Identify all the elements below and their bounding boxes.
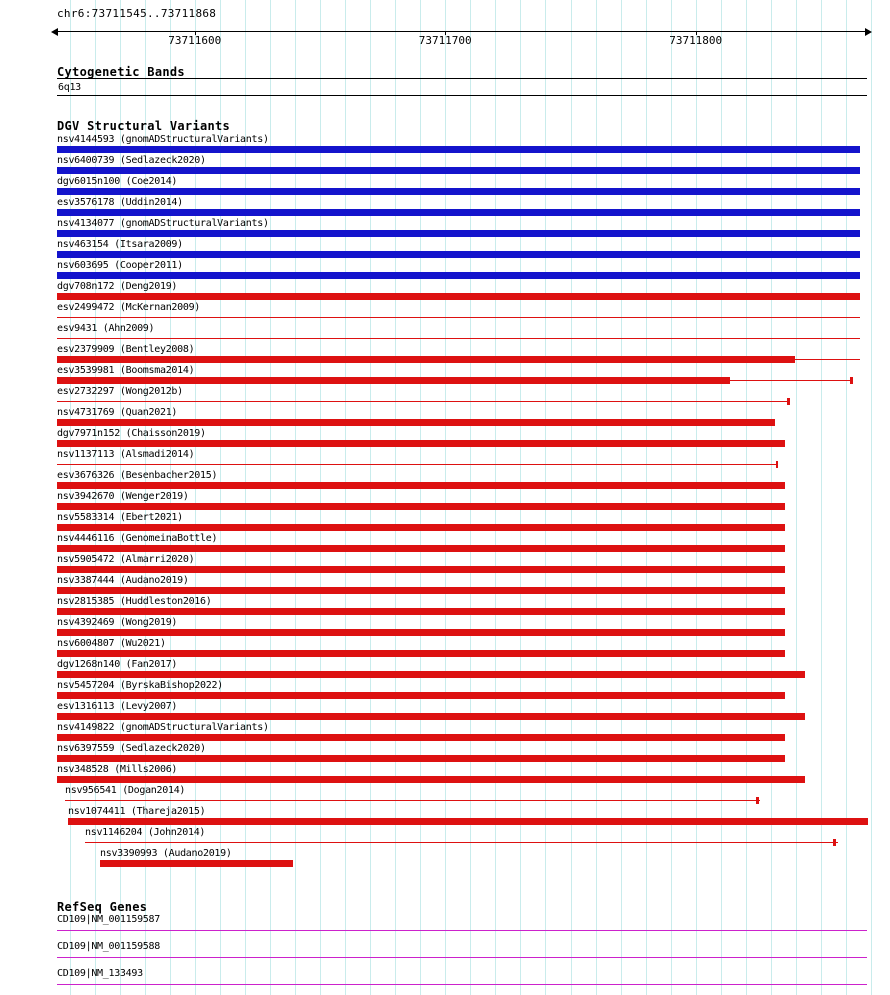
gene-line[interactable] <box>57 984 867 985</box>
gene-line[interactable] <box>57 957 867 958</box>
variant-row[interactable] <box>57 638 890 659</box>
cytoband-label: 6q13 <box>58 82 81 93</box>
variant-thin-bar[interactable] <box>85 842 838 843</box>
variant-label[interactable]: nsv348528 (Mills2006) <box>57 764 178 775</box>
variant-label[interactable]: nsv4731769 (Quan2021) <box>57 407 178 418</box>
variant-thick-bar[interactable] <box>57 776 805 783</box>
ruler-tick-label: 73711800 <box>669 34 723 47</box>
variant-row[interactable] <box>57 722 890 743</box>
variant-thick-bar[interactable] <box>57 587 785 594</box>
variant-row[interactable] <box>57 617 890 638</box>
variant-row[interactable] <box>57 197 890 218</box>
variant-thick-bar[interactable] <box>100 860 293 867</box>
variant-thick-bar[interactable] <box>57 272 860 279</box>
variant-label[interactable]: nsv6004807 (Wu2021) <box>57 638 166 649</box>
variant-row[interactable] <box>57 176 890 197</box>
variant-thick-bar[interactable] <box>57 629 785 636</box>
variant-thick-bar[interactable] <box>57 566 785 573</box>
variant-thin-bar[interactable] <box>795 359 860 360</box>
variant-tick-marker[interactable] <box>787 398 790 405</box>
variant-thick-bar[interactable] <box>57 419 775 426</box>
variant-thin-bar[interactable] <box>57 464 778 465</box>
variant-tick-marker[interactable] <box>850 377 853 384</box>
variant-row[interactable] <box>57 218 890 239</box>
variant-label[interactable]: nsv4392469 (Wong2019) <box>57 617 178 628</box>
variant-label[interactable]: dgv708n172 (Deng2019) <box>57 281 178 292</box>
variant-thick-bar[interactable] <box>57 671 805 678</box>
variant-thick-bar[interactable] <box>68 818 868 825</box>
variant-thick-bar[interactable] <box>57 524 785 531</box>
variant-thick-bar[interactable] <box>57 188 860 195</box>
variant-thick-bar[interactable] <box>57 545 785 552</box>
variant-thick-bar[interactable] <box>57 713 805 720</box>
variant-row[interactable] <box>57 134 890 155</box>
variant-thick-bar[interactable] <box>57 146 860 153</box>
variant-label[interactable]: nsv1137113 (Alsmadi2014) <box>57 449 195 460</box>
variant-thick-bar[interactable] <box>57 251 860 258</box>
variant-row[interactable] <box>57 533 890 554</box>
variant-thick-bar[interactable] <box>57 755 785 762</box>
variant-thick-bar[interactable] <box>57 209 860 216</box>
variant-thin-bar[interactable] <box>57 401 790 402</box>
dgv-heading: DGV Structural Variants <box>57 119 231 133</box>
variant-thick-bar[interactable] <box>57 503 785 510</box>
variant-label[interactable]: dgv6015n100 (Coe2014) <box>57 176 178 187</box>
variant-label[interactable]: esv2379909 (Bentley2008) <box>57 344 195 355</box>
refseq-heading: RefSeq Genes <box>57 900 148 914</box>
variant-row[interactable] <box>57 659 890 680</box>
variant-label[interactable]: nsv3942670 (Wenger2019) <box>57 491 189 502</box>
gene-row[interactable] <box>57 914 890 941</box>
variant-row[interactable] <box>57 260 890 281</box>
variant-thick-bar[interactable] <box>57 377 730 384</box>
ruler-tick-label: 73711600 <box>168 34 222 47</box>
variant-row[interactable] <box>57 764 890 785</box>
variant-thin-bar[interactable] <box>65 800 760 801</box>
variant-label[interactable]: esv2732297 (Wong2012b) <box>57 386 183 397</box>
variant-label[interactable]: nsv1146204 (John2014) <box>85 827 206 838</box>
variant-label[interactable]: nsv3387444 (Audano2019) <box>57 575 189 586</box>
variant-thin-bar[interactable] <box>730 380 853 381</box>
variant-thin-bar[interactable] <box>57 338 860 339</box>
variant-label[interactable]: nsv6400739 (Sedlazeck2020) <box>57 155 206 166</box>
variant-label[interactable]: nsv4446116 (GenomeinaBottle) <box>57 533 218 544</box>
variant-row[interactable] <box>57 386 890 407</box>
variant-row[interactable] <box>57 407 890 428</box>
variant-thick-bar[interactable] <box>57 692 785 699</box>
variant-label[interactable]: esv3576178 (Uddin2014) <box>57 197 183 208</box>
variant-label[interactable]: nsv5457204 (ByrskaBishop2022) <box>57 680 223 691</box>
variant-label[interactable]: nsv5905472 (Almarri2020) <box>57 554 195 565</box>
variant-label[interactable]: dgv1268n140 (Fan2017) <box>57 659 178 670</box>
variant-tick-marker[interactable] <box>833 839 836 846</box>
variant-thick-bar[interactable] <box>57 167 860 174</box>
variant-label[interactable]: esv2499472 (McKernan2009) <box>57 302 201 313</box>
variant-label[interactable]: nsv4144593 (gnomADStructuralVariants) <box>57 134 269 145</box>
cytoband-band[interactable] <box>57 78 867 96</box>
variant-row[interactable] <box>57 575 890 596</box>
variant-thick-bar[interactable] <box>57 293 860 300</box>
variant-tick-marker[interactable] <box>756 797 759 804</box>
variant-row[interactable] <box>57 743 890 764</box>
variant-row[interactable] <box>57 281 890 302</box>
variant-row[interactable] <box>57 239 890 260</box>
variant-row[interactable] <box>57 848 890 869</box>
variant-tick-marker[interactable] <box>776 461 778 468</box>
variant-row[interactable] <box>57 596 890 617</box>
region-label: chr6:73711545..73711868 <box>57 7 217 20</box>
variant-row[interactable] <box>57 470 890 491</box>
ruler-line <box>57 31 866 32</box>
gene-line[interactable] <box>57 930 867 931</box>
variant-label[interactable]: nsv463154 (Itsara2009) <box>57 239 183 250</box>
variant-row[interactable] <box>57 680 890 701</box>
gene-row[interactable] <box>57 968 890 995</box>
variant-label[interactable]: nsv5583314 (Ebert2021) <box>57 512 183 523</box>
variant-label[interactable]: dgv7971n152 (Chaisson2019) <box>57 428 206 439</box>
gene-label[interactable]: CD109|NM_001159587 <box>57 914 160 925</box>
variant-label[interactable]: nsv603695 (Cooper2011) <box>57 260 183 271</box>
variant-row[interactable] <box>57 785 890 806</box>
variant-row[interactable] <box>57 512 890 533</box>
variant-label[interactable]: nsv4149822 (gnomADStructuralVariants) <box>57 722 269 733</box>
variant-thick-bar[interactable] <box>57 356 795 363</box>
variant-row[interactable] <box>57 449 890 470</box>
variant-thick-bar[interactable] <box>57 482 785 489</box>
ruler-left-arrow-icon <box>51 28 58 36</box>
variant-thick-bar[interactable] <box>57 440 785 447</box>
variant-label[interactable]: nsv2815385 (Huddleston2016) <box>57 596 212 607</box>
variant-label[interactable]: nsv4134077 (gnomADStructuralVariants) <box>57 218 269 229</box>
variant-label[interactable]: nsv1074411 (Thareja2015) <box>68 806 206 817</box>
dgv-track <box>0 134 890 869</box>
variant-thick-bar[interactable] <box>57 230 860 237</box>
variant-label[interactable]: esv1316113 (Levy2007) <box>57 701 178 712</box>
ruler-tick-label: 73711700 <box>418 34 472 47</box>
variant-row[interactable] <box>57 491 890 512</box>
variant-label[interactable]: esv3539981 (Boomsma2014) <box>57 365 195 376</box>
variant-row[interactable] <box>57 554 890 575</box>
variant-label[interactable]: esv3676326 (Besenbacher2015) <box>57 470 218 481</box>
variant-thick-bar[interactable] <box>57 608 785 615</box>
variant-label[interactable]: nsv3390993 (Audano2019) <box>100 848 232 859</box>
variant-row[interactable] <box>57 155 890 176</box>
cytobands-heading: Cytogenetic Bands <box>57 65 185 79</box>
variant-row[interactable] <box>57 302 890 323</box>
gene-row[interactable] <box>57 941 890 968</box>
variant-label[interactable]: nsv6397559 (Sedlazeck2020) <box>57 743 206 754</box>
variant-label[interactable]: nsv956541 (Dogan2014) <box>65 785 186 796</box>
variant-row[interactable] <box>57 701 890 722</box>
variant-row[interactable] <box>57 344 890 365</box>
gene-label[interactable]: CD109|NM_133493 <box>57 968 143 979</box>
variant-row[interactable] <box>57 365 890 386</box>
variant-thin-bar[interactable] <box>57 317 860 318</box>
variant-thick-bar[interactable] <box>57 734 785 741</box>
variant-row[interactable] <box>57 323 890 344</box>
variant-row[interactable] <box>57 806 890 827</box>
variant-thick-bar[interactable] <box>57 650 785 657</box>
variant-row[interactable] <box>57 827 890 848</box>
variant-row[interactable] <box>57 428 890 449</box>
gene-label[interactable]: CD109|NM_001159588 <box>57 941 160 952</box>
ruler-right-arrow-icon <box>865 28 872 36</box>
variant-label[interactable]: esv9431 (Ahn2009) <box>57 323 155 334</box>
